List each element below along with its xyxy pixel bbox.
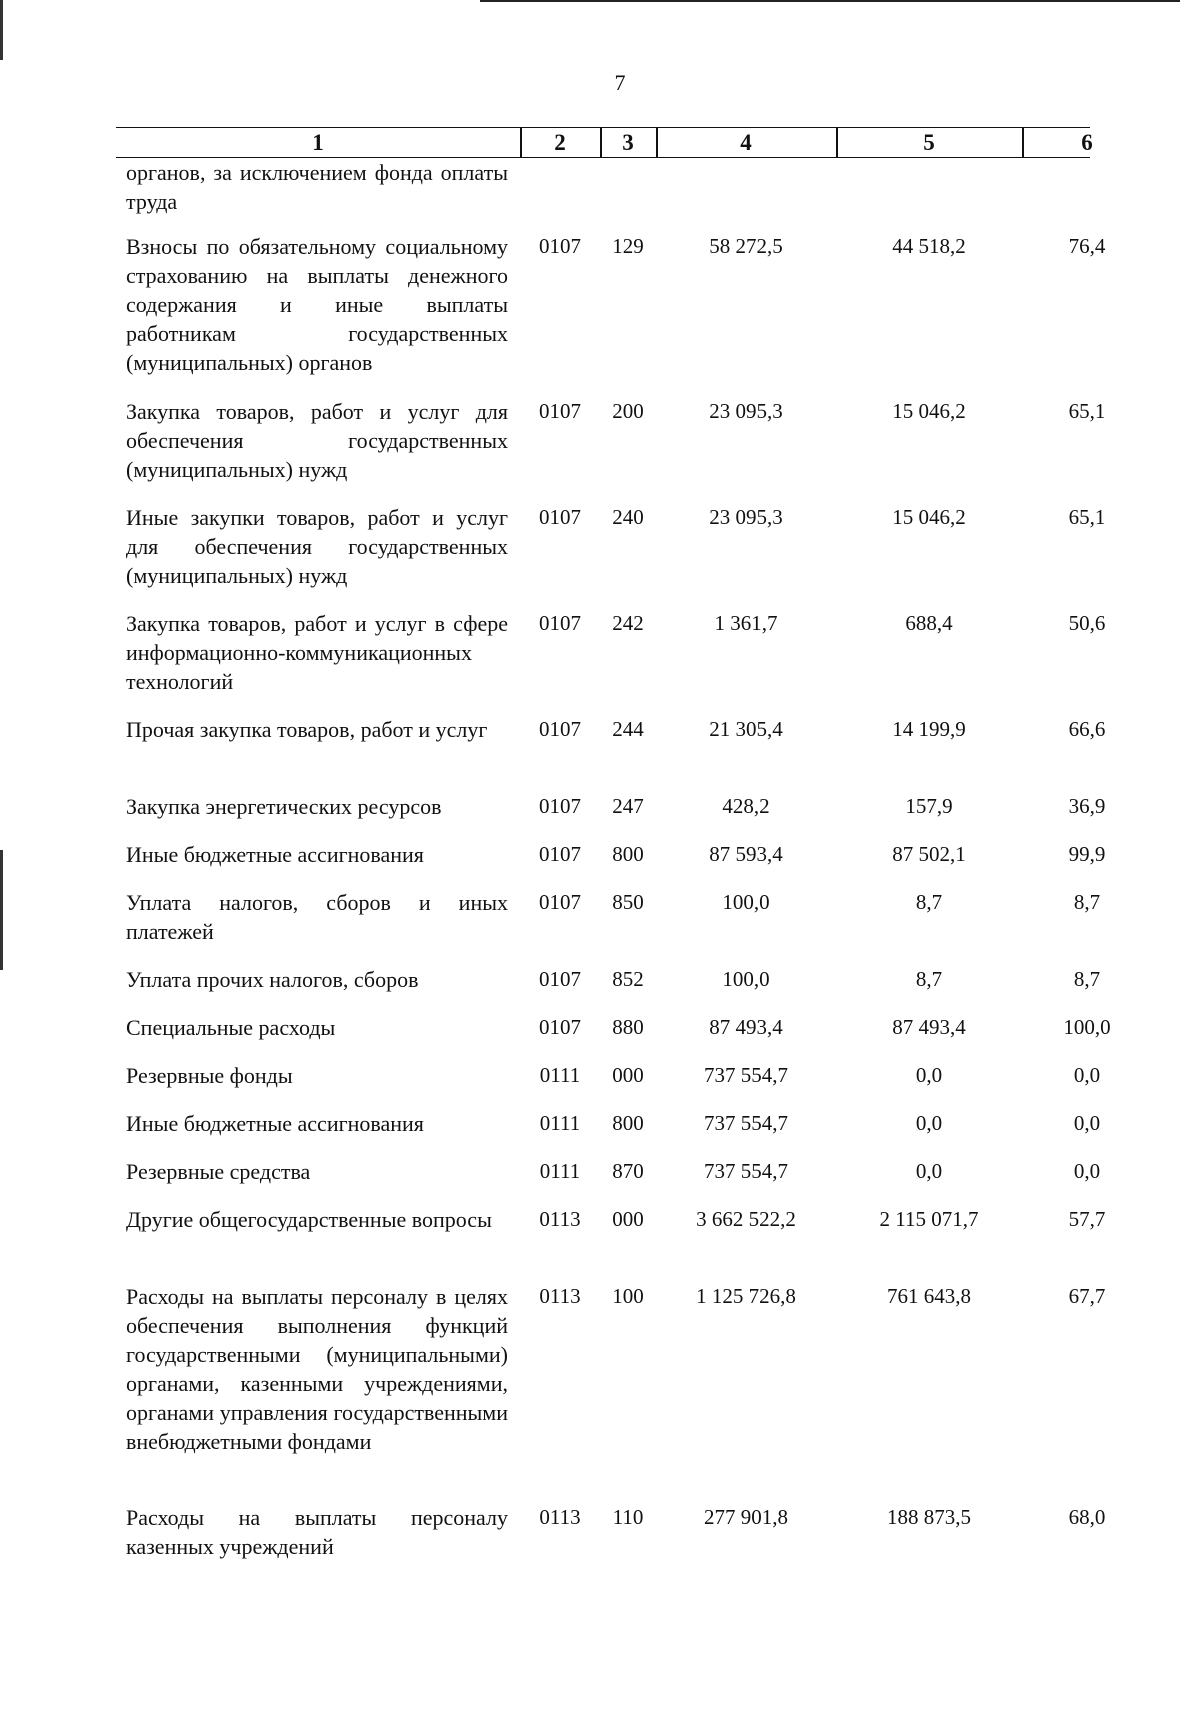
row-name: Специальные расходы — [126, 1015, 336, 1040]
row-section-code: 0107 — [539, 1015, 581, 1039]
row-planned: 87 593,4 — [709, 842, 783, 866]
row-executed: 157,9 — [905, 794, 953, 818]
row-name: Иные бюджетные ассигнования — [126, 842, 424, 867]
row-executed: 2 115 071,7 — [879, 1207, 979, 1231]
row-section-code: 0107 — [539, 794, 581, 818]
row-planned: 1 125 726,8 — [696, 1284, 796, 1308]
row-type-code: 200 — [612, 399, 644, 423]
row-name: Расходы на выплаты персоналу в целях обеспечения выполнения функций государственными (муниципальными) органами, казенными учреждениями, органами управления государственными внебюджетными фондами — [126, 1284, 508, 1454]
row-planned: 737 554,7 — [704, 1111, 788, 1135]
row-percent: 0,0 — [1073, 1159, 1101, 1183]
row-executed: 87 493,4 — [892, 1015, 966, 1039]
row-percent: 50,6 — [1068, 611, 1106, 635]
row-name: Иные закупки товаров, работ и услуг для обеспечения государственных (муниципальных) нужд — [126, 505, 508, 588]
row-name: Другие общегосударственные вопросы — [126, 1207, 492, 1232]
row-section-code: 0111 — [539, 1111, 581, 1135]
page-number: 7 — [614, 70, 626, 95]
row-planned: 23 095,3 — [709, 505, 783, 529]
row-executed: 8,7 — [915, 967, 943, 991]
row-name: Резервные фонды — [126, 1063, 293, 1088]
row-percent: 99,9 — [1068, 842, 1106, 866]
header-col-5: 5 — [923, 130, 935, 155]
row-name: Закупка энергетических ресурсов — [126, 794, 442, 819]
row-type-code: 244 — [612, 717, 644, 741]
scan-edge-top — [480, 0, 1180, 2]
row-section-code: 0113 — [539, 1505, 581, 1529]
row-name: Расходы на выплаты персоналу казенных учреждений — [126, 1505, 508, 1559]
row-name: органов, за исключением фонда оплаты труда — [126, 160, 508, 214]
row-type-code: 850 — [612, 890, 644, 914]
row-name: Иные бюджетные ассигнования — [126, 1111, 424, 1136]
table-header — [116, 127, 1093, 158]
row-section-code: 0113 — [539, 1284, 581, 1308]
row-percent: 8,7 — [1073, 967, 1101, 991]
row-executed: 44 518,2 — [892, 234, 966, 258]
row-executed: 0,0 — [915, 1063, 943, 1087]
row-name: Закупка товаров, работ и услуг для обеспечения государственных (муниципальных) нужд — [126, 399, 508, 482]
row-percent: 36,9 — [1068, 794, 1106, 818]
row-executed: 188 873,5 — [887, 1505, 971, 1529]
row-executed: 14 199,9 — [892, 717, 966, 741]
row-planned: 23 095,3 — [709, 399, 783, 423]
row-planned: 737 554,7 — [704, 1159, 788, 1183]
row-name: Прочая закупка товаров, работ и услуг — [126, 717, 488, 742]
row-percent: 65,1 — [1068, 399, 1106, 423]
row-percent: 76,4 — [1068, 234, 1106, 258]
row-type-code: 880 — [612, 1015, 644, 1039]
scan-edge-left-lower — [0, 850, 3, 970]
header-col-3: 3 — [622, 130, 634, 155]
row-percent: 66,6 — [1068, 717, 1106, 741]
row-type-code: 870 — [612, 1159, 644, 1183]
row-section-code: 0107 — [539, 890, 581, 914]
row-executed: 0,0 — [915, 1159, 943, 1183]
row-name: Уплата налогов, сборов и иных платежей — [126, 890, 508, 944]
row-executed: 688,4 — [905, 611, 953, 635]
header-col-6: 6 — [1081, 130, 1093, 155]
row-executed: 761 643,8 — [887, 1284, 971, 1308]
row-planned: 100,0 — [722, 890, 770, 914]
row-name: Резервные средства — [126, 1159, 311, 1184]
row-executed: 87 502,1 — [892, 842, 966, 866]
row-planned: 21 305,4 — [709, 717, 783, 741]
row-executed: 0,0 — [915, 1111, 943, 1135]
row-type-code: 000 — [612, 1063, 644, 1087]
row-percent: 65,1 — [1068, 505, 1106, 529]
row-planned: 1 361,7 — [714, 611, 778, 635]
row-type-code: 800 — [612, 1111, 644, 1135]
row-type-code: 129 — [612, 234, 644, 258]
header-col-4: 4 — [740, 130, 752, 155]
row-percent: 100,0 — [1063, 1015, 1111, 1039]
header-col-2: 2 — [554, 130, 566, 155]
row-type-code: 247 — [612, 794, 644, 818]
row-section-code: 0107 — [539, 842, 581, 866]
row-percent: 8,7 — [1073, 890, 1101, 914]
row-planned: 277 901,8 — [704, 1505, 788, 1529]
row-executed: 15 046,2 — [892, 399, 966, 423]
row-planned: 87 493,4 — [709, 1015, 783, 1039]
row-name: Уплата прочих налогов, сборов — [126, 967, 419, 992]
row-planned: 737 554,7 — [704, 1063, 788, 1087]
row-percent: 0,0 — [1073, 1111, 1101, 1135]
row-percent: 68,0 — [1068, 1505, 1106, 1529]
row-percent: 57,7 — [1068, 1207, 1106, 1231]
row-type-code: 110 — [612, 1505, 644, 1529]
row-section-code: 0107 — [539, 717, 581, 741]
row-section-code: 0107 — [539, 967, 581, 991]
row-planned: 3 662 522,2 — [696, 1207, 796, 1231]
row-section-code: 0107 — [539, 505, 581, 529]
row-percent: 67,7 — [1068, 1284, 1106, 1308]
row-section-code: 0107 — [539, 234, 581, 258]
row-name: Закупка товаров, работ и услуг в сфере информационно-коммуникационных технологий — [126, 611, 508, 694]
row-type-code: 852 — [612, 967, 644, 991]
row-planned: 100,0 — [722, 967, 770, 991]
row-type-code: 800 — [612, 842, 644, 866]
row-section-code: 0107 — [539, 611, 581, 635]
row-planned: 428,2 — [722, 794, 770, 818]
row-executed: 8,7 — [915, 890, 943, 914]
header-col-1: 1 — [312, 130, 324, 155]
row-executed: 15 046,2 — [892, 505, 966, 529]
row-name: Взносы по обязательному социальному страхованию на выплаты денежного содержания и иные выплаты работникам государственных (муниципальных) органов — [126, 234, 508, 375]
row-type-code: 000 — [612, 1207, 644, 1231]
row-type-code: 240 — [612, 505, 644, 529]
row-section-code: 0107 — [539, 399, 581, 423]
row-type-code: 242 — [612, 611, 644, 635]
row-section-code: 0111 — [539, 1063, 581, 1087]
row-section-code: 0113 — [539, 1207, 581, 1231]
scan-edge-left — [0, 0, 3, 60]
row-type-code: 100 — [612, 1284, 644, 1308]
row-planned: 58 272,5 — [709, 234, 783, 258]
row-section-code: 0111 — [539, 1159, 581, 1183]
row-percent: 0,0 — [1073, 1063, 1101, 1087]
